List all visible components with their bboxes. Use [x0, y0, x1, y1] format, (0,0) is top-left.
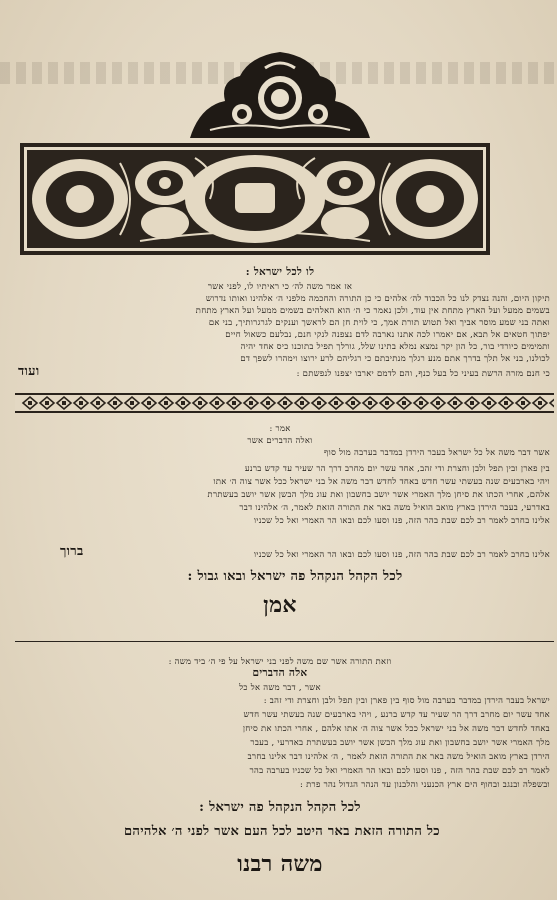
lower-big-word: משה רבנו [237, 851, 323, 877]
border-diamond-center [351, 401, 355, 405]
lower-line: לאמר רב לכם שבת בהר הזה , פנו וסעו לכם ובאו הר האמרי ואל כל שכניו בערבה בהר [249, 765, 550, 775]
border-diamond-center [521, 401, 525, 405]
header-line: ואתה בני שמע מוסר אביך ואל תטוש תורת אמך, כי לוית חן הם לראשך וענקים לגרגרותיך, בני אם [208, 317, 550, 327]
middle-subtitle: ואלה הדברים אשר [247, 435, 313, 445]
lower-line: באחד לחדש דבר משה אל בני ישראל ככל אשר צוה ה׳ אתו אלהם , אחרי הכתו את סיחן [242, 723, 550, 733]
header-margin-label: ועוד [18, 364, 40, 379]
lower-line: ובשפלה ובנגב ובחוף הים ארץ הכנעני והלבנון עד הנהר הגדול נהר פרת : [300, 779, 550, 789]
middle-line: בין פארן ובין תפל ולבן וחצרת ודי זהב, אחד עשר יום מחרב דרך הר שעיר עד קדש ברנע [244, 463, 550, 473]
header-line: כי חנם מזרה הרשת בעיני כל בעל כנף, והם לדמם יארבו יצפנו לנפשתם : [296, 368, 550, 378]
border-diamond-center [249, 401, 253, 405]
header-line: לכולנו, בני אל תלך בדרך אתם מנע רגלך מנתיבתם כי רגליהם לרע ירוצו וימהרו לשפך דם [240, 353, 550, 363]
border-diamond-center [198, 401, 202, 405]
border-diamond-center [45, 401, 49, 405]
border-diamond-center [113, 401, 117, 405]
border-diamond-center [402, 401, 406, 405]
middle-line: ויהי בארבעים שנה בעשתי עשר חדש באחד לחדש דבר משה אל בני ישראל ככל אשר צוה ה׳ אתו [213, 476, 550, 486]
border-diamond-center [96, 401, 100, 405]
middle-line: אלהם, אחרי הכתו את סיחן מלך האמרי אשר יושב בחשבון ואת עוג מלך הבשן אשר יושב בעשתרת [207, 489, 550, 499]
woodcut-banner [20, 143, 490, 255]
lower-line: אחד עשר יום מחרב דרך הר שעיר עד קדש ברנע , ויהי בארבעים שנה בעשתי עשר חדש [243, 709, 550, 719]
crest-ornament-icon [180, 46, 380, 141]
middle-margin-label: ברוך [60, 544, 84, 559]
decorative-border [15, 393, 554, 413]
border-diamond-center [164, 401, 168, 405]
middle-line: אלינו בחרב לאמר רב לכם שבת בהר הזה, פנו וסעו לכם ובאו הר האמרי ואל כל שכניו [253, 549, 550, 559]
border-diamond-center [334, 401, 338, 405]
border-diamond-center [538, 401, 542, 405]
border-diamond-center [436, 401, 440, 405]
border-diamond-center [215, 401, 219, 405]
border-diamond-center [317, 401, 321, 405]
lower-final-line: כל התורה הזאת באר היטב לכל העם אשר לפני ה׳ אלהיהם [124, 824, 440, 839]
lower-sub2: אשר , דבר משה אל כל [239, 682, 321, 692]
section-rule [15, 641, 554, 642]
border-diamond-center [385, 401, 389, 405]
middle-big-word: אמן [263, 592, 297, 618]
border-diamond-center [368, 401, 372, 405]
middle-line: באדרעי, בעבר הירדן בארץ מואב הואיל משה באר את התורה הזאת לאמר, ה׳ אלהינו דבר [239, 502, 550, 512]
lower-line: הירדן בארץ מואב הואיל משה באר את התורה הזאת לאמר , ה׳ אלהינו דבר אלינו בחרב [247, 751, 550, 761]
border-diamond-center [504, 401, 508, 405]
border-diamond-center [232, 401, 236, 405]
header-line: תיקון היום, והנה נצדק לנו כל הכבוד לה׳ אלהים כי כן התורה והחכמה מלפני ה׳ אלהינו ואותו נדרוש [205, 293, 550, 303]
middle-title: אמר : [269, 423, 291, 433]
border-diamond-center [28, 401, 32, 405]
header-line: ותמימים כיורדי בור, כל הון יקר נמצא נמלא בתינו שלל, גורלך תפיל בתוכנו כיס אחד יהיה [240, 341, 550, 351]
border-diamond-center [300, 401, 304, 405]
border-diamond-center [130, 401, 134, 405]
header-line: בשמים ממעל ועל הארץ מתחת אין עוד, ולכן נאמר כי ה׳ הוא האלהים בשמים ממעל ועל הארץ מתחת [195, 305, 550, 315]
lower-line: מלך האמרי אשר יושב בחשבון ואת עוג מלך הבשן אשר יושב בעשתרת באדרעי , בעבר [250, 737, 550, 747]
border-diamond-center [283, 401, 287, 405]
border-diamond-center [181, 401, 185, 405]
border-diamond-center [266, 401, 270, 405]
lower-line: ישראל בעבר הירדן במדבר בערבה מול סוף בין פארן ובין תפל ולבן וחצרת ודי זהב : [263, 695, 550, 705]
border-diamond-center [487, 401, 491, 405]
middle-line: אלינו בחרב לאמר רב לכם שבת בהר הזה, פנו וסעו לכם ובאו הר האמרי ואל כל שכניו [253, 515, 550, 525]
border-diamond-center [79, 401, 83, 405]
border-diamond-center [453, 401, 457, 405]
border-diamond-center [62, 401, 66, 405]
lower-closing: לכל הקהל הנקהל פה ישראל : [199, 800, 361, 815]
border-diamond-center [147, 401, 151, 405]
lower-title: וזאת התורה אשר שם משה לפני בני ישראל על פי ה׳ ביד משה : [168, 656, 392, 666]
middle-line: אשר דבר משה אל כל ישראל בעבר הירדן במדבר בערבה מול סוף [324, 447, 550, 457]
border-diamond-center [470, 401, 474, 405]
header-line: אז אמר משה לה׳ כי ראיתיו לו, לפני אשר [207, 281, 353, 291]
header-title: לו לכל ישראל : [245, 266, 315, 278]
border-diamond-center [419, 401, 423, 405]
middle-closing: לכל הקהל הנקהל פה ישראל ובאו גבול : [187, 569, 403, 584]
header-line: יפתוך חטאים אל תבא, אם יאמרו לכה אתנו נארבה לדם נצפנה לנקי חנם, נבלעם כשאול חיים [225, 329, 550, 339]
lower-subtitle: אלה הדברים [252, 667, 308, 679]
